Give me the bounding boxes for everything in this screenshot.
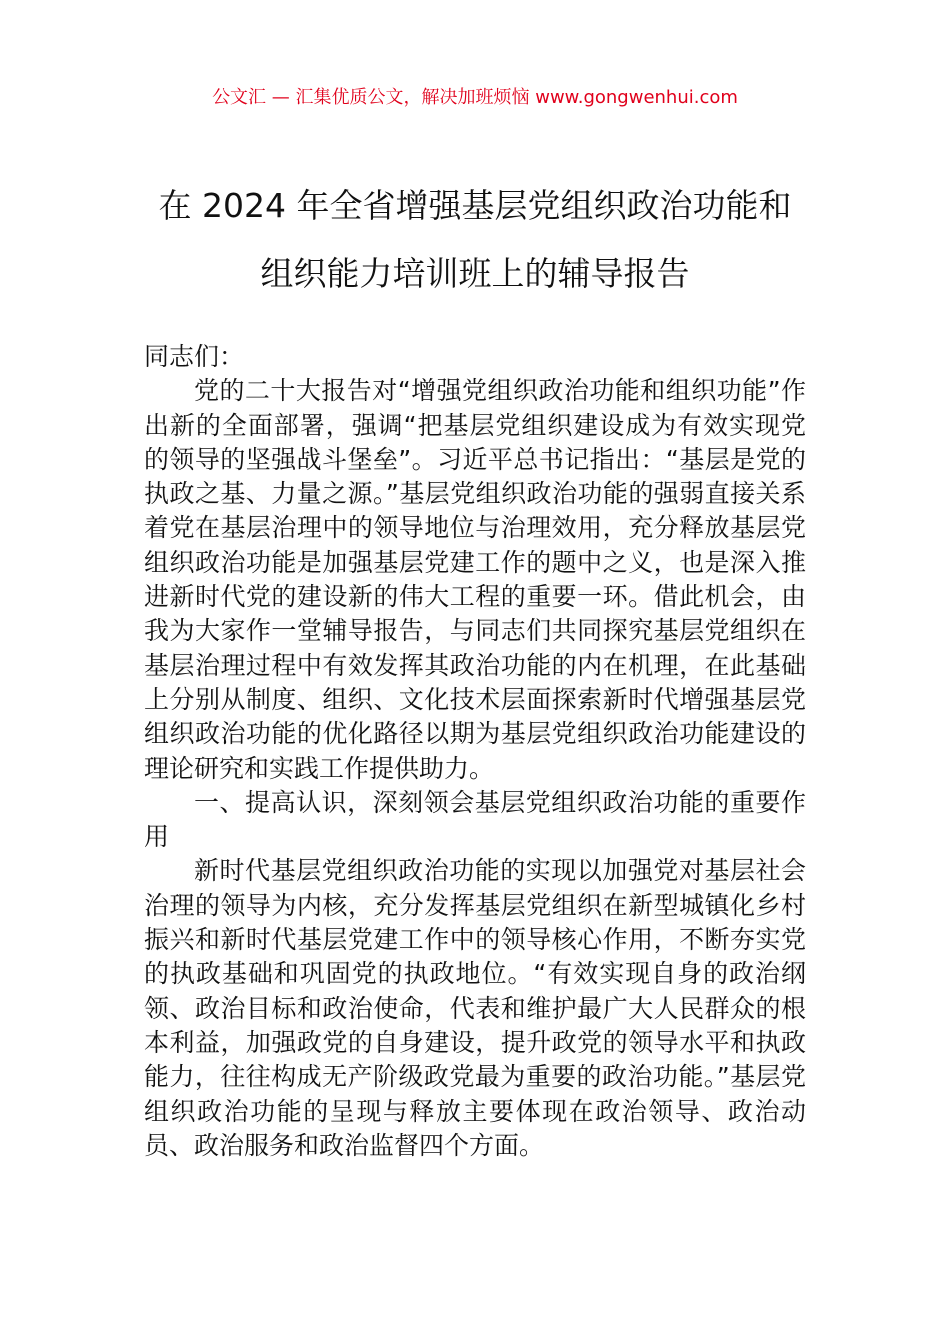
paragraph-intro: 党的二十大报告对“增强党组织政治功能和组织功能”作出新的全面部署，强调“把基层党组织建设成为有效实现党的领导的坚强战斗堡垒”。习近平总书记指出：“基层是党的执政之基、力量之源。”基层党组织政治功能的强弱直接关系着党在基层治理中的领导地位与治理效用，充分释放基层党组织政治功能是加强基层党建工作的题中之义，也是深入推进新时代党的建设新的伟大工程的重要一环。借此机会，由我为大家作一堂辅导报告，与同志们共同探究基层党组织在基层治理过程中有效发挥其政治功能的内在机理，在此基础上分别从制度、组织、文化技术层面探索新时代增强基层党组织政治功能的优化路径以期为基层党组织政治功能建设的理论研究和实践工作提供助力。 bbox=[144, 376, 806, 783]
header-banner: 公文汇 — 汇集优质公文，解决加班烦恼 www.gongwenhui.com bbox=[212, 87, 738, 108]
section-heading-1: 一、提高认识，深刻领会基层党组织政治功能的重要作用 bbox=[144, 787, 806, 852]
paragraph-section-1: 新时代基层党组织政治功能的实现以加强党对基层社会治理的领导为内核，充分发挥基层党组织在新型城镇化乡村振兴和新时代基层党建工作中的领导核心作用，不断夯实党的执政基础和巩固党的执政地位。“有效实现自身的政治纲领、政治目标和政治使命，代表和维护最广大人民群众的根本利益，加强政党的自身建设，提升政党的领导水平和执政能力，往往构成无产阶级政党最为重要的政治功能。”基层党组织政治功能的呈现与释放主要体现在政治领导、政治动员、政治服务和政治监督四个方面。 bbox=[144, 856, 806, 1160]
document-body bbox=[144, 340, 806, 1163]
salutation: 同志们： bbox=[144, 342, 245, 371]
document-title bbox=[0, 172, 950, 308]
title-line-1: 在 2024 年全省增强基层党组织政治功能和 bbox=[158, 186, 792, 225]
title-line-2: 组织能力培训班上的辅导报告 bbox=[260, 254, 690, 293]
